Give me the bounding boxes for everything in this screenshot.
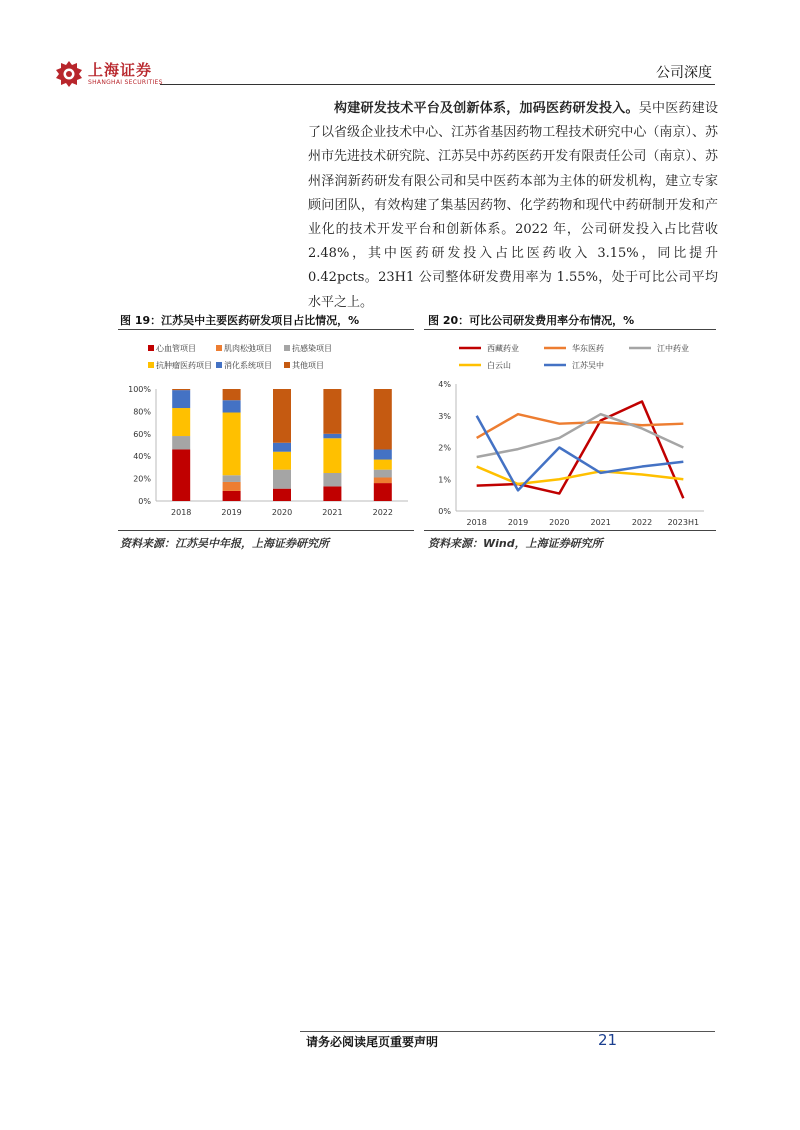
logo-name-cn: 上海证券 bbox=[88, 60, 153, 79]
bar-segment bbox=[273, 443, 291, 452]
bar-segment bbox=[323, 438, 341, 473]
logo-name-en: SHANGHAI SECURITIES bbox=[88, 78, 163, 86]
legend-label: 白云山 bbox=[487, 361, 511, 370]
bar-segment bbox=[172, 436, 190, 449]
bar-segment bbox=[223, 413, 241, 476]
bar-segment bbox=[172, 408, 190, 436]
line-chart bbox=[424, 333, 716, 528]
y-tick-label: 0% bbox=[138, 497, 151, 506]
y-tick-label: 60% bbox=[133, 429, 151, 439]
y-tick-label: 0% bbox=[438, 507, 451, 516]
figure-19-chart bbox=[118, 333, 414, 532]
legend-label: 其他项目 bbox=[292, 361, 324, 370]
legend-label: 西藏药业 bbox=[487, 344, 519, 353]
legend-label: 心血管项目 bbox=[156, 344, 196, 353]
y-tick-label: 80% bbox=[133, 407, 151, 417]
x-tick-label: 2022 bbox=[372, 508, 393, 517]
legend-swatch bbox=[284, 362, 290, 368]
legend-swatch bbox=[148, 345, 154, 351]
bar-segment bbox=[374, 477, 392, 483]
bar-segment bbox=[374, 460, 392, 470]
x-tick-label: 2018 bbox=[466, 518, 487, 527]
figure-19-title: 图 19：江苏吴中主要医药研发项目占比情况，% bbox=[120, 314, 360, 327]
bar-segment bbox=[374, 449, 392, 459]
bar-segment bbox=[374, 483, 392, 501]
legend-label: 消化系统项目 bbox=[224, 361, 272, 370]
figure-20-title: 图 20：可比公司研发费用率分布情况，% bbox=[428, 314, 635, 327]
bar-segment bbox=[172, 449, 190, 501]
footer-divider bbox=[300, 1031, 715, 1032]
page-number: 21 bbox=[598, 1031, 618, 1049]
bar-segment bbox=[323, 434, 341, 438]
legend-swatch bbox=[284, 345, 290, 351]
legend-swatch bbox=[216, 345, 222, 351]
legend-label: 江中药业 bbox=[657, 344, 689, 353]
bar-segment bbox=[273, 470, 291, 489]
y-tick-label: 2% bbox=[438, 443, 451, 453]
bar-segment bbox=[323, 389, 341, 434]
bar-segment bbox=[223, 482, 241, 491]
header-title: 公司深度 bbox=[656, 65, 712, 81]
x-tick-label: 2021 bbox=[322, 508, 343, 517]
company-logo bbox=[55, 60, 163, 88]
bar-segment bbox=[374, 470, 392, 478]
x-tick-label: 2023H1 bbox=[667, 518, 700, 527]
x-tick-label: 2019 bbox=[221, 508, 242, 517]
bar-segment bbox=[223, 400, 241, 412]
x-tick-label: 2019 bbox=[507, 518, 529, 527]
x-tick-label: 2020 bbox=[549, 518, 570, 527]
x-tick-label: 2018 bbox=[171, 508, 192, 517]
legend-swatch bbox=[216, 362, 222, 368]
figure-20-source: 资料来源：Wind，上海证券研究所 bbox=[428, 537, 603, 550]
footer-disclaimer: 请务必阅读尾页重要声明 bbox=[306, 1035, 439, 1049]
bar-segment bbox=[273, 489, 291, 501]
legend-label: 江苏吴中 bbox=[572, 361, 604, 370]
y-tick-label: 3% bbox=[438, 411, 451, 421]
y-tick-label: 100% bbox=[128, 385, 151, 394]
bar-segment bbox=[323, 473, 341, 486]
bar-segment bbox=[374, 389, 392, 449]
y-tick-label: 20% bbox=[133, 474, 151, 484]
bar-segment bbox=[273, 452, 291, 470]
logo-mark-icon bbox=[55, 60, 83, 88]
y-tick-label: 4% bbox=[438, 380, 451, 389]
bar-segment bbox=[223, 475, 241, 482]
legend-label: 肌肉松弛项目 bbox=[224, 344, 272, 353]
legend-label: 抗肿瘤医药项目 bbox=[156, 361, 212, 370]
figure-20-chart bbox=[424, 333, 716, 532]
bar-segment bbox=[172, 389, 190, 390]
bar-segment bbox=[273, 389, 291, 443]
x-tick-label: 2022 bbox=[631, 518, 653, 527]
figure-20-top-rule bbox=[424, 329, 716, 330]
x-tick-label: 2021 bbox=[590, 518, 611, 527]
y-tick-label: 1% bbox=[438, 475, 451, 485]
bar-segment bbox=[223, 491, 241, 501]
body-paragraph bbox=[308, 97, 718, 315]
bar-segment bbox=[323, 486, 341, 501]
legend-label: 抗感染项目 bbox=[292, 344, 332, 353]
paragraph-lead: 构建研发技术平台及创新体系，加码医药研发投入。 bbox=[334, 101, 639, 116]
figure-20-bottom-rule bbox=[424, 530, 716, 531]
figure-19-source: 资料来源：江苏吴中年报，上海证券研究所 bbox=[120, 537, 329, 550]
legend-swatch bbox=[148, 362, 154, 368]
y-tick-label: 40% bbox=[133, 452, 151, 462]
bar-segment bbox=[223, 389, 241, 400]
paragraph-text: 吴中医药建设了以省级企业技术中心、江苏省基因药物工程技术研究中心（南京）、苏州市先进技术研究院、江苏吴中苏药医药开发有限责任公司（南京）、苏州泽润新药研发有限公司和吴中医药本部为主体的研发机构，建立专家顾问团队，有效构建了集基因药物、化学药物和现代中药研制开发和产业化的技术开发平台和创新体系。2022 年，公司研发投入占比营收 2.48%，其中医药研发投入占比医药收入 3.15%，同比提升 0.42pcts。23H1 公司整体研发费用率为 1.55%，处于可比公司平均水平之上。 bbox=[308, 101, 718, 310]
bar-segment bbox=[172, 390, 190, 408]
x-tick-label: 2020 bbox=[271, 508, 293, 517]
figure-19-top-rule bbox=[118, 329, 414, 330]
figure-19-bottom-rule bbox=[118, 530, 414, 531]
legend-label: 华东医药 bbox=[572, 344, 604, 353]
header-divider bbox=[160, 84, 715, 85]
stacked-bar-chart bbox=[118, 333, 414, 528]
